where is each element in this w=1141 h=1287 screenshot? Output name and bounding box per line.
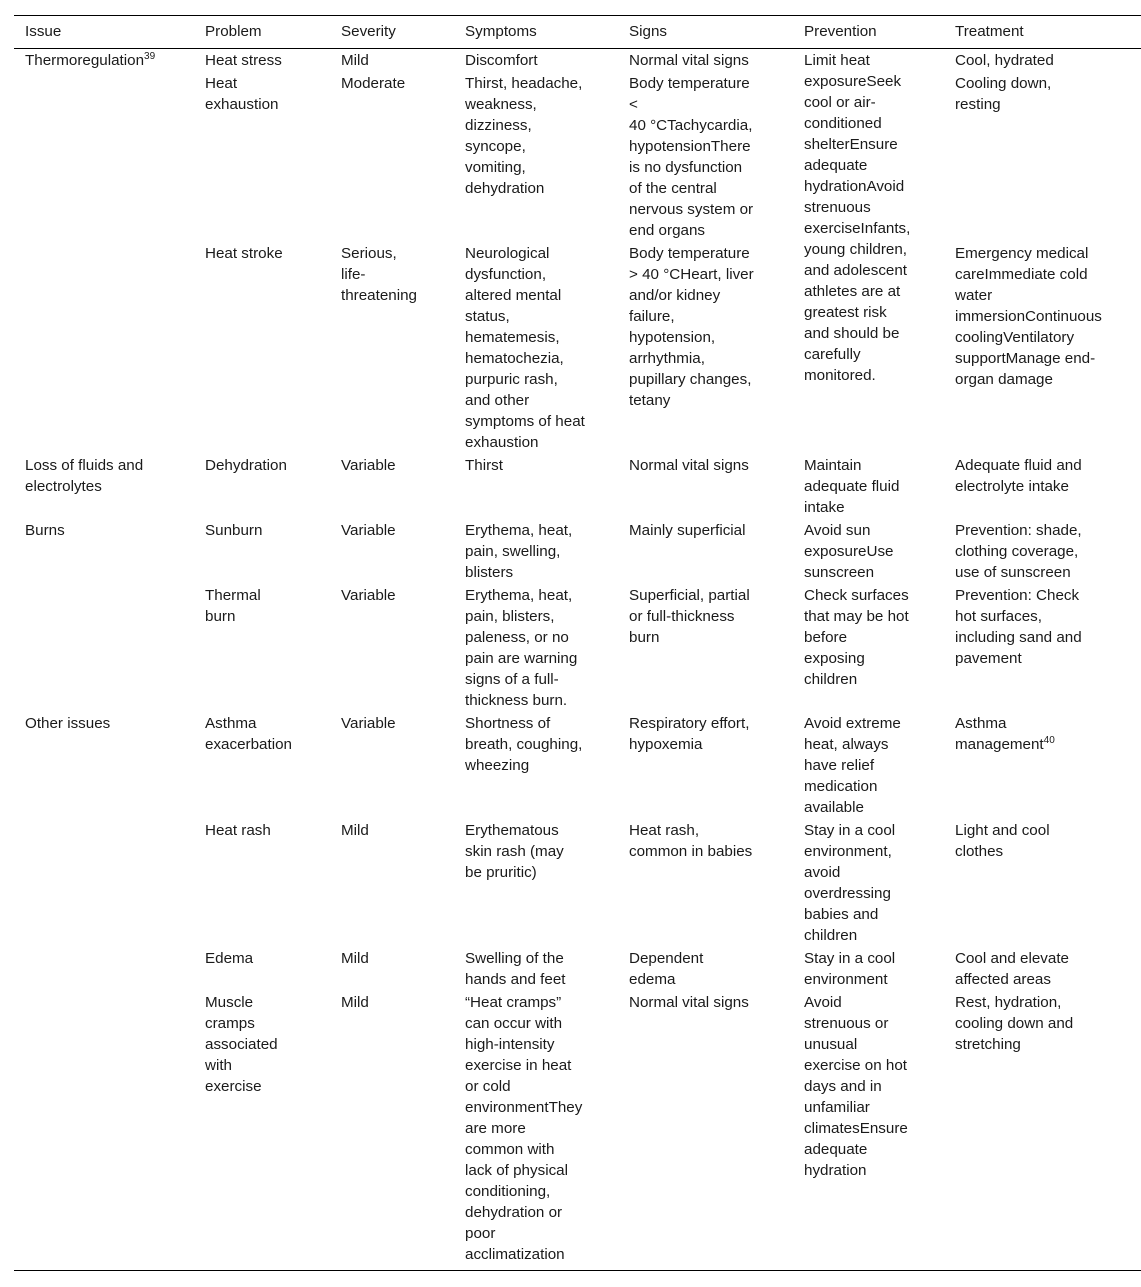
treatment-cell: Light and cool clothes [955, 822, 1050, 860]
treatment-cell: Asthma management$^{40}$ [955, 715, 1055, 753]
problem-cell: Heat rash [205, 822, 271, 839]
problem-cell: Heat stroke [205, 245, 283, 262]
symptoms-cell: “Heat cramps” can occur with high-intensity exercise in heat or cold environmentThey are more common with lack of physical conditioning, dehydration or poor acclimatization [465, 994, 583, 1263]
thermoregulation-prevention-cell: Limit heat exposureSeek cool or air- conditioned shelterEnsure adequate hydrationAvoid strenuous exerciseInfants, young children, and adolescent athletes are at greatest risk and should be carefully monitored. [804, 52, 911, 384]
severity-cell: Variable [341, 457, 396, 474]
signs-cell: Superficial, partial or full-thickness burn [629, 587, 750, 646]
symptoms-cell: Erythema, heat, pain, swelling, blisters [465, 522, 573, 581]
signs-cell: Normal vital signs [629, 457, 749, 474]
issue-group-cell: Thermoregulation$^{39}$ [25, 51, 156, 69]
prevention-cell: Maintain adequate fluid intake [804, 457, 900, 516]
severity-cell: Serious, life- threatening [341, 245, 417, 304]
footnote-ref: 39 [144, 51, 156, 62]
table-bottom-rule [14, 1270, 1141, 1271]
treatment-cell: Prevention: Check hot surfaces, including sand and pavement [955, 587, 1082, 667]
symptoms-cell: Thirst, headache, weakness, dizziness, syncope, vomiting, dehydration [465, 75, 583, 197]
signs-cell: Normal vital signs [629, 52, 749, 69]
signs-cell: Dependent edema [629, 950, 704, 988]
severity-cell: Mild [341, 52, 369, 69]
column-header-problem: Problem [205, 23, 262, 40]
issue-group-cell: Burns [25, 522, 65, 539]
column-header-signs: Signs [629, 23, 667, 40]
table-top-rule [14, 15, 1141, 16]
prevention-cell: Avoid extreme heat, always have relief medication available [804, 715, 901, 816]
column-header-symptoms: Symptoms [465, 23, 537, 40]
prevention-cell: Avoid strenuous or unusual exercise on hot days and in unfamiliar climatesEnsure adequate hydration [804, 994, 908, 1179]
column-header-severity: Severity [341, 23, 396, 40]
severity-cell: Moderate [341, 75, 406, 92]
signs-cell: Respiratory effort, hypoxemia [629, 715, 750, 753]
prevention-cell: Check surfaces that may be hot before exposing children [804, 587, 909, 688]
severity-cell: Mild [341, 950, 369, 967]
severity-cell: Variable [341, 587, 396, 604]
symptoms-cell: Erythema, heat, pain, blisters, paleness, or no pain are warning signs of a full- thickness burn. [465, 587, 578, 709]
signs-cell: Body temperature > 40 °CHeart, liver and/or kidney failure, hypotension, arrhythmia, pupillary changes, tetany [629, 245, 754, 409]
treatment-cell: Cooling down, resting [955, 75, 1052, 113]
signs-cell: Heat rash, common in babies [629, 822, 753, 860]
problem-cell: Muscle cramps associated with exercise [205, 994, 278, 1095]
symptoms-cell: Swelling of the hands and feet [465, 950, 566, 988]
signs-cell: Body temperature < 40 °CTachycardia, hypotensionThere is no dysfunction of the central nervous system or end organs [629, 75, 754, 239]
symptoms-cell: Erythematous skin rash (may be pruritic) [465, 822, 564, 881]
problem-cell: Dehydration [205, 457, 287, 474]
header-bottom-rule [14, 48, 1141, 49]
problem-cell: Thermal burn [205, 587, 261, 625]
symptoms-cell: Shortness of breath, coughing, wheezing [465, 715, 583, 774]
column-header-prevention: Prevention [804, 23, 877, 40]
treatment-cell: Prevention: shade, clothing coverage, use of sunscreen [955, 522, 1082, 581]
symptoms-cell: Discomfort [465, 52, 538, 69]
symptoms-cell: Thirst [465, 457, 503, 474]
severity-cell: Mild [341, 994, 369, 1011]
column-header-treatment: Treatment [955, 23, 1024, 40]
treatment-cell: Cool and elevate affected areas [955, 950, 1069, 988]
signs-cell: Normal vital signs [629, 994, 749, 1011]
issue-group-cell: Loss of fluids and electrolytes [25, 457, 144, 495]
prevention-cell: Avoid sun exposureUse sunscreen [804, 522, 894, 581]
prevention-cell: Stay in a cool environment [804, 950, 896, 988]
problem-cell: Asthma exacerbation [205, 715, 292, 753]
treatment-cell: Cool, hydrated [955, 52, 1054, 69]
treatment-cell: Rest, hydration, cooling down and stretching [955, 994, 1074, 1053]
severity-cell: Mild [341, 822, 369, 839]
problem-cell: Edema [205, 950, 254, 967]
problem-cell: Heat exhaustion [205, 75, 279, 113]
issue-group-cell: Other issues [25, 715, 111, 732]
column-header-issue: Issue [25, 23, 62, 40]
problem-cell: Sunburn [205, 522, 263, 539]
treatment-cell: Emergency medical careImmediate cold water immersionContinuous coolingVentilatory supportManage end- organ damage [955, 245, 1102, 388]
symptoms-cell: Neurological dysfunction, altered mental status, hematemesis, hematochezia, purpuric rash, and other symptoms of heat exhaustion [465, 245, 585, 451]
treatment-cell: Adequate fluid and electrolyte intake [955, 457, 1082, 495]
prevention-cell: Stay in a cool environment, avoid overdressing babies and children [804, 822, 896, 944]
signs-cell: Mainly superficial [629, 522, 746, 539]
severity-cell: Variable [341, 715, 396, 732]
problem-cell: Heat stress [205, 52, 282, 69]
severity-cell: Variable [341, 522, 396, 539]
footnote-ref: 40 [1043, 735, 1055, 746]
